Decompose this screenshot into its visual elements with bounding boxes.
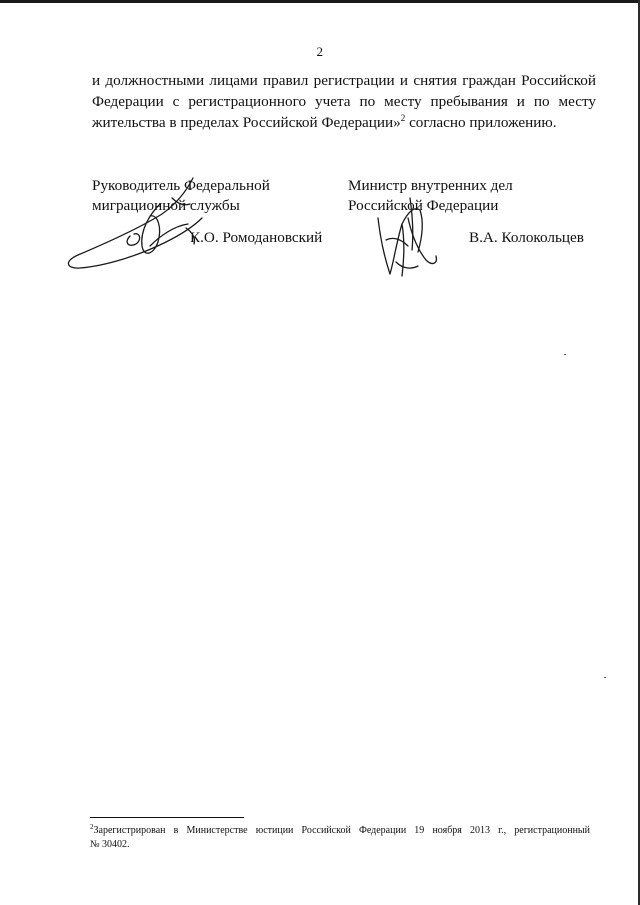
body-line-tail: согласно приложению.	[405, 114, 557, 131]
footnote-separator	[90, 817, 244, 818]
scan-speck	[604, 677, 606, 678]
footnote	[90, 824, 590, 852]
body-line: и должностными лицами правил регистрации и снятия граждан Российской	[92, 72, 596, 89]
signatory-name-kolokoltsev: В.А. Колокольцев	[469, 229, 584, 246]
signatory-title-line: Руководитель Федеральной	[92, 177, 270, 194]
body-paragraph	[92, 70, 596, 133]
signatory-title-line: Российской Федерации	[348, 197, 499, 214]
body-line: жительства в пределах Российской Федерации»	[92, 114, 401, 131]
page-number: 2	[316, 44, 324, 59]
body-line-last	[92, 112, 596, 133]
body-line: Федерации с регистрационного учета по месту пребывания и по месту	[92, 93, 596, 110]
signatory-title-line: миграционной службы	[92, 197, 240, 214]
signatory-title-line: Министр внутренних дел	[348, 177, 513, 194]
footnote-reference[interactable]: 2	[400, 113, 406, 123]
scan-speck	[564, 354, 566, 355]
footnote-line: № 30402.	[90, 839, 130, 850]
scan-edge-top	[0, 0, 640, 3]
footnote-line	[90, 824, 590, 838]
footnote-text: Зарегистрирован в Министерстве юстиции Российской Федерации 19 ноября 2013 г., регистрационный	[93, 825, 590, 836]
signatory-block-fms	[92, 176, 270, 216]
signatory-name-romodanovsky: К.О. Ромодановский	[190, 229, 323, 246]
signatory-block-mvd	[348, 176, 513, 216]
footnote-marker: 2	[90, 823, 94, 831]
